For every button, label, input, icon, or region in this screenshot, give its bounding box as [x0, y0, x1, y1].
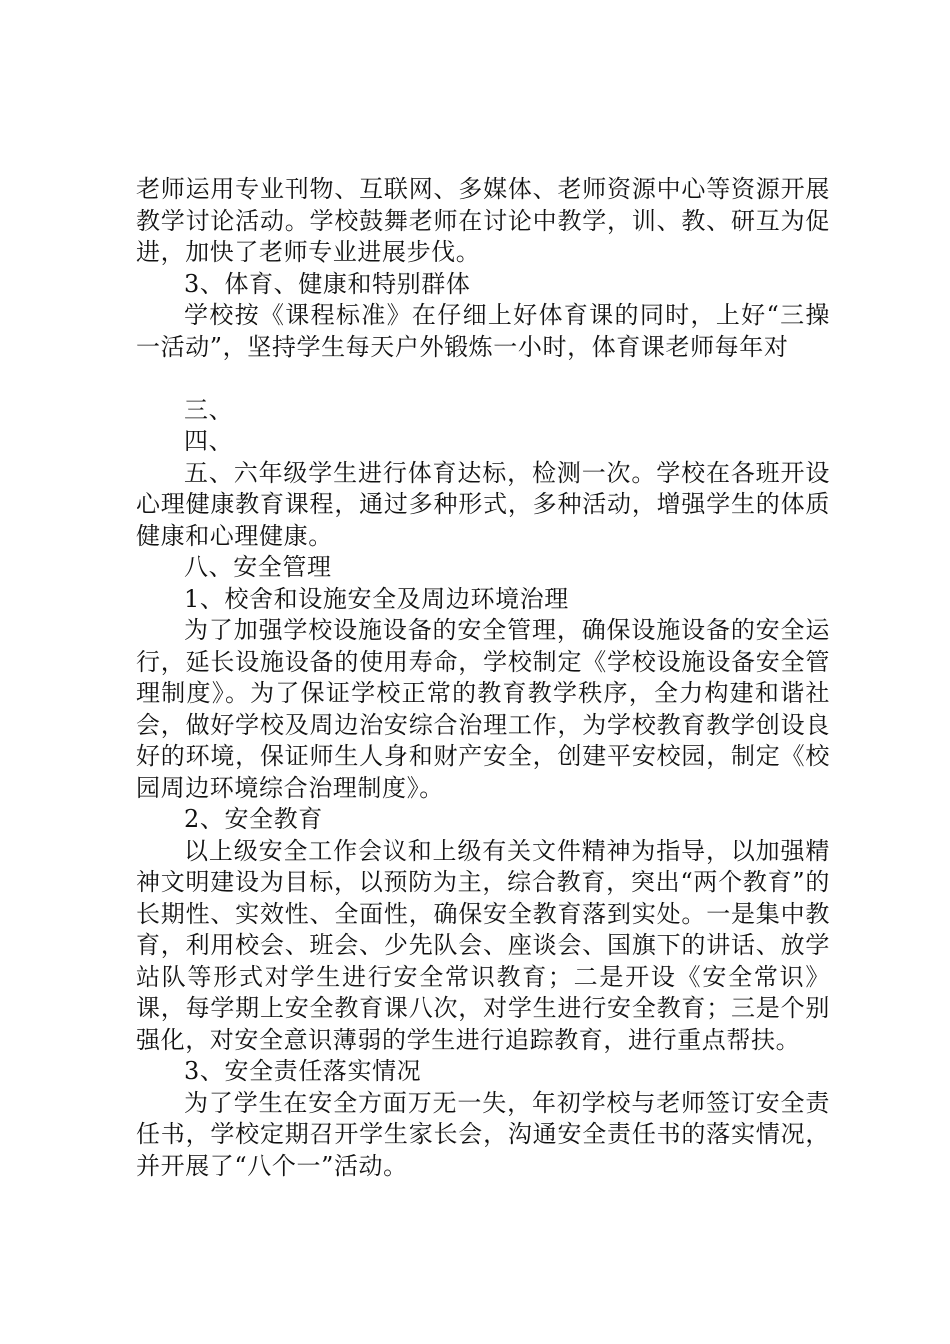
heading-safety-education: 2、安全教育 — [184, 805, 323, 833]
heading-safety-management: 八、安全管理 — [184, 553, 332, 581]
heading-safety-responsibility: 3、安全责任落实情况 — [184, 1057, 422, 1085]
paragraph-teacher-resources: 老师运用专业刊物、互联网、多媒体、老师资源中心等资源开展教学讨论活动。学校鼓舞老师在讨论中教学，训、教、研互为促进，加快了老师专业进展步伐。 — [136, 175, 830, 266]
document-body — [136, 174, 830, 1182]
paragraph-safety-responsibility: 为了学生在安全方面万无一失，年初学校与老师签订安全责任书，学校定期召开学生家长会，沟通安全责任书的落实情况，并开展了“八个一”活动。 — [136, 1088, 830, 1180]
paragraph-pe-curriculum: 学校按《课程标准》在仔细上好体育课的同时，上好“三操一活动”，坚持学生每天户外锻炼一小时，体育课老师每年对 — [136, 301, 830, 361]
blank-line — [136, 363, 830, 395]
heading-sports-health: 3、体育、健康和特别群体 — [184, 269, 471, 298]
heading-facility-safety: 1、校舍和设施安全及周边环境治理 — [184, 584, 569, 613]
fragment-four: 四、 — [184, 427, 234, 455]
paragraph-safety-education: 以上级安全工作会议和上级有关文件精神为指导，以加强精神文明建设为目标，以预防为主，综合教育，突出“两个教育”的长期性、实效性、全面性，确保安全教育落到实处。一是集中教育，利用校会、班会、少先队会、座谈会、国旗下的讲话、放学站队等形式对学生进行安全常识教育；二是开设《安全常识》课，每学期上安全教育课八次，对学生进行安全教育；三是个别强化，对安全意识薄弱的学生进行追踪教育，进行重点帮扶。 — [136, 836, 830, 1054]
paragraph-facility-safety: 为了加强学校设施设备的安全管理，确保设施设备的安全运行，延长设施设备的使用寿命，学校制定《学校设施设备安全管理制度》。为了保证学校正常的教育教学秩序，全力构建和谐社会，做好学校及周边治安综合治理工作，为学校教育教学创设良好的环境，保证师生人身和财产安全，创建平安校园，制定《校园周边环境综合治理制度》。 — [136, 616, 830, 802]
paragraph-fitness-testing: 五、六年级学生进行体育达标，检测一次。学校在各班开设心理健康教育课程，通过多种形式，多种活动，增强学生的体质健康和心理健康。 — [136, 458, 830, 550]
fragment-three: 三、 — [184, 395, 234, 424]
